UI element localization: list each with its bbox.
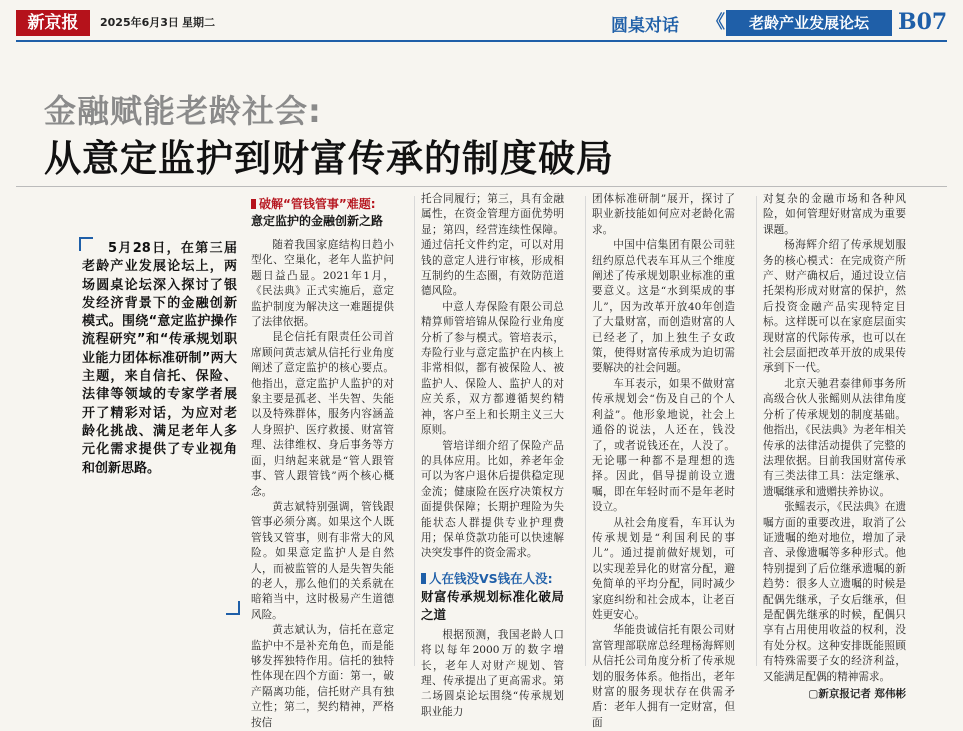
section2-subhead: 人在钱没VS钱在人没:	[421, 570, 564, 588]
corner-bracket-icon	[226, 601, 240, 615]
paragraph: 团体标准研制”展开，探讨了职业新技能如何应对老龄化需求。	[592, 193, 735, 236]
reporter-byline: ▢新京报记者 郑伟彬	[808, 688, 906, 700]
paragraph: 托合同履行；第三，具有金融属性，在资金管理方面优势明显；第四，经营连续性保障。通过信托文件约定，可以对用钱的意定人进行审核，形成相互制约的生态圈，有效防范道德风险。	[421, 193, 564, 298]
paragraph: 张鳐表示，《民法典》在遗嘱方面的重要改进，取消了公证遗嘱的绝对地位，增加了录音、录像遗嘱等多种形式。他特别提到了后位继承遗嘱的新趋势：很多人立遗嘱的时候是配偶先继承，子女后继承，但是配偶先继承的时候，配偶只享有占用使用收益的权利，没有处分权。这种安排既能照顾有特殊需要子女的经济利益，又能满足配偶的精神需求。	[763, 501, 907, 683]
headline-title: 从意定监护到财富传承的制度破局	[44, 137, 614, 180]
paragraph: 华能贵诚信托有限公司财富管理部联席总经理杨海辉则从信托公司角度分析了传承规划的服务体系。他指出，老年财富的服务现状存在供需矛盾：老年人拥有一定财富，但面	[592, 624, 735, 729]
paragraph: 对复杂的金融市场和各种风险，如何管理好财富成为重要课题。	[763, 193, 906, 236]
column-tag: 老龄产业发展论坛	[726, 10, 892, 36]
masthead	[0, 0, 963, 44]
headline-kicker: 金融赋能老龄社会:	[44, 92, 322, 130]
paragraph: 管培详细介绍了保险产品的具体应用。比如，养老年金可以为客户退休后提供稳定现金流；健康险在医疗决策权方面提供保障；长期护理险为失能状态人群提供专业护理费用；保单贷款功能可以快速解决突发事件的资金需求。	[421, 439, 564, 560]
page-number: B07	[898, 9, 948, 35]
paragraph: 黄志斌认为，信托在意定监护中不是补充角色，而是能够发挥独特作用。信托的独特性体现在四个方面：第一，破产隔离功能，信托财产具有独立性；第二，契约精神，严格按信	[251, 624, 394, 729]
paragraph: 昆仑信托有限责任公司首席顾问黄志斌从信托行业角度阐述了意定监护的核心要点。他指出，意定监护人监护的对象主要是孤老、半失智、失能以及特殊群体，服务内容涵盖人身照护、医疗救援、财富管理、法律维权、身后事务等方面，归纳起来就是“管人跟管事、管人跟管钱”两个核心概念。	[251, 331, 394, 498]
headline-rule	[16, 186, 947, 187]
column-divider	[756, 196, 757, 666]
article-column-1	[251, 192, 394, 731]
article-column-3	[592, 192, 735, 731]
paragraph: 根据预测，我国老龄人口将以每年2000万的数字增长，老年人对财产规划、管理、传承提出了更高需求。第二场圆桌论坛围绕“传承规划职业能力	[421, 628, 564, 718]
column-divider	[585, 196, 586, 666]
section1-subhead: 破解“管钱管事”难题:	[251, 196, 394, 213]
column-divider	[414, 196, 415, 666]
paragraph: 随着我国家庭结构日趋小型化、空巢化，老年人监护问题日益凸显。2021年1月，《民法典》正式实施后，意定监护制度为解决这一难题提供了法律依据。	[251, 239, 394, 329]
issue-date: 2025年6月3日	[100, 16, 179, 29]
article-column-2	[421, 192, 564, 720]
header-rule	[16, 40, 947, 42]
paragraph: 杨海辉介绍了传承规划服务的核心模式：在完成资产所产、财产确权后，通过设立信托架构形成对财富的保护，然后投资金融产品实现特定目标。这样既可以在家庭层面实现财富的代际传承，也可以在社会层面把改革开放的成果传承到下一代。	[763, 239, 906, 375]
issue-weekday: 星期二	[182, 16, 215, 29]
paragraph: 北京天驰君泰律师事务所高级合伙人张鳐则从法律角度分析了传承规划的制度基础。他指出，《民法典》为老年相关传承的法律活动提供了完整的法理依据。目前我国财富传承有三类法律工具：法定继承、遗嘱继承和遗赠扶养协议。	[763, 377, 907, 498]
double-chevron-icon: 《	[707, 12, 725, 33]
lead-text: 5月28日，在第三届老龄产业发展论坛上，两场圆桌论坛深入探讨了银发经济背景下的金融创新模式。围绕“意定监护操作流程研究”和“传承规划职业能力团体标准研制”两大主题，来自信托、保险、法律等领域的专家学者展开了精彩对话，为应对老龄化挑战、满足老年人多元化需求提供了专业视角和创新思路。	[82, 241, 237, 476]
newspaper-logo: 新京报	[16, 10, 90, 36]
paragraph: 中国中信集团有限公司驻纽约原总代表车耳从三个维度阐述了传承规划职业标准的重要意义。这是“水到渠成的事儿”，因为改革开放40年创造了大量财富，而创造财富的人已经老了，加上独生子女政策，使得财富传承成为迫切需要解决的社会问题。	[592, 239, 735, 375]
column-brand: 圆桌对话	[611, 16, 679, 36]
paragraph: 从社会角度看，车耳认为传承规划是“利国利民的事儿”。通过提前做好规划，可以实现差异化的财富分配，避免简单的平均分配，同时减少家庭纠纷和社会成本，让老百姓更安心。	[592, 516, 735, 621]
section2-subhead-line2: 财富传承规划标准化破局之道	[421, 588, 564, 622]
paragraph: 中意人寿保险有限公司总精算师管培锦从保险行业角度分析了参与模式。管培表示，寿险行业与意定监护在内核上非常相似，都有被保险人、被监护人、保险人、监护人的对应关系，双方都遵循契约精神，客户至上和长期主义三大原则。	[421, 300, 564, 437]
corner-bracket-icon	[79, 237, 93, 251]
lead-box	[82, 240, 237, 612]
article-column-4	[763, 192, 906, 702]
section1-subhead-line2: 意定监护的金融创新之路	[251, 214, 384, 228]
paragraph: 车耳表示，如果不做财富传承规划会“伤及自己的个人利益”。他形象地说，社会上通俗的说法，人还在，钱没了，或者说钱还在，人没了。无论哪一种都不是理想的选择。因此，倡导提前设立遗嘱，即在年轻时而不是年老时设立。	[592, 377, 735, 514]
paragraph: 黄志斌特别强调，管钱跟管事必须分离。如果这个人既管钱又管事，则有非常大的风险。如果意定监护人是自然人，而被监管的人是失智失能的老人，那么他们的关系就在暗箱当中，这时极易产生道德风险。	[251, 500, 394, 621]
